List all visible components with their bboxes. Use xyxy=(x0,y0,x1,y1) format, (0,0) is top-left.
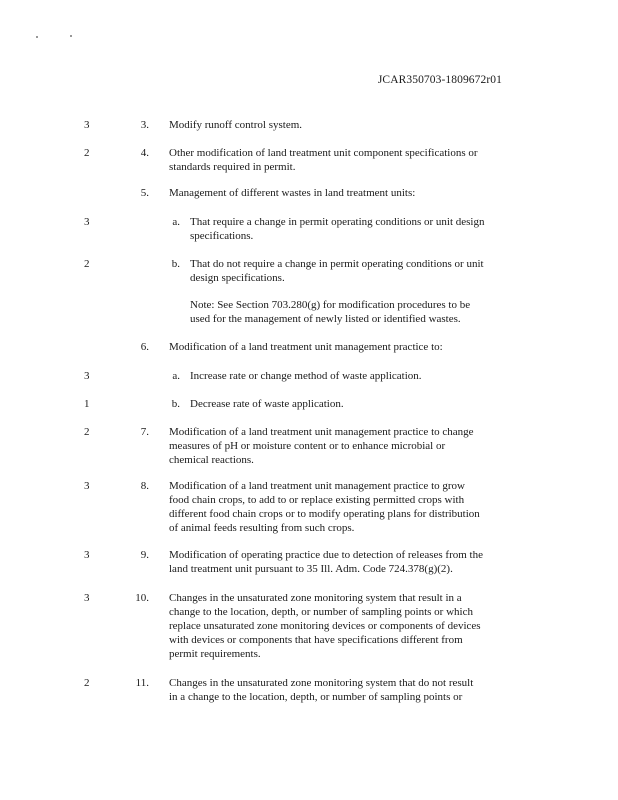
text-line: Changes in the unsaturated zone monitoring system that result in a xyxy=(169,592,462,604)
item-text xyxy=(169,186,415,200)
item-text xyxy=(190,215,484,243)
text-line: Note: See Section 703.280(g) for modification procedures to be xyxy=(190,299,471,311)
note-text xyxy=(190,298,470,326)
item-text xyxy=(169,146,478,174)
class-number: 2 xyxy=(84,147,90,159)
item-number: 4. xyxy=(140,147,149,159)
text-line: change to the location, depth, or number of sampling points or which xyxy=(169,606,473,618)
text-line: That do not require a change in permit operating conditions or unit xyxy=(190,258,484,270)
class-number: 3 xyxy=(84,119,90,131)
item-text xyxy=(169,548,483,576)
text-line: Other modification of land treatment unit component specifications or xyxy=(169,147,478,159)
text-line: Modify runoff control system. xyxy=(169,119,303,131)
item-text xyxy=(190,369,422,383)
text-line: different food chain crops or to modify operating plans for distribution xyxy=(169,508,480,520)
text-line: with devices or components that have specifications different from xyxy=(169,634,463,646)
item-number: 3. xyxy=(140,119,149,131)
item-number: 8. xyxy=(140,480,149,492)
text-line: Modification of operating practice due to detection of releases from the xyxy=(169,549,483,561)
item-text xyxy=(169,591,481,661)
text-line: Modification of a land treatment unit management practice to: xyxy=(169,341,443,353)
item-number: 10. xyxy=(135,592,149,604)
text-line: Changes in the unsaturated zone monitoring system that do not result xyxy=(169,677,474,689)
scan-speck xyxy=(70,35,72,37)
item-text xyxy=(190,397,344,411)
item-number: 11. xyxy=(135,677,149,689)
text-line: chemical reactions. xyxy=(169,454,254,466)
class-number: 2 xyxy=(84,426,90,438)
text-line: land treatment unit pursuant to 35 Ill. Adm. Code 724.378(g)(2). xyxy=(169,563,453,575)
text-line: Modification of a land treatment unit management practice to change xyxy=(169,426,474,438)
class-number: 3 xyxy=(84,592,90,604)
class-number: 3 xyxy=(84,370,90,382)
text-line: That require a change in permit operating conditions or unit design xyxy=(190,216,485,228)
text-line: in a change to the location, depth, or number of sampling points or xyxy=(169,691,463,703)
class-number: 3 xyxy=(84,549,90,561)
item-text xyxy=(169,676,473,704)
document-id: JCAR350703-1809672r01 xyxy=(377,74,502,86)
item-text xyxy=(169,479,480,535)
item-number: b. xyxy=(171,398,180,410)
class-number: 1 xyxy=(84,398,90,410)
text-line: Management of different wastes in land treatment units: xyxy=(169,187,416,199)
item-text xyxy=(169,425,474,467)
item-number: a. xyxy=(172,370,180,382)
item-text xyxy=(169,340,443,354)
text-line: Increase rate or change method of waste application. xyxy=(190,370,422,382)
item-number: 7. xyxy=(140,426,149,438)
text-line: food chain crops, to add to or replace existing permitted crops with xyxy=(169,494,465,506)
item-number: 5. xyxy=(140,187,149,199)
item-text xyxy=(169,118,302,132)
text-line: permit requirements. xyxy=(169,648,261,660)
class-number: 2 xyxy=(84,677,90,689)
item-number: b. xyxy=(171,258,180,270)
item-text xyxy=(190,257,484,285)
text-line: used for the management of newly listed or identified wastes. xyxy=(190,313,461,325)
item-number: 9. xyxy=(140,549,149,561)
class-number: 3 xyxy=(84,480,90,492)
text-line: of animal feeds resulting from such crops. xyxy=(169,522,355,534)
text-line: design specifications. xyxy=(190,272,285,284)
item-number: a. xyxy=(172,216,180,228)
text-line: specifications. xyxy=(190,230,254,242)
text-line: replace unsaturated zone monitoring devices or components of devices xyxy=(169,620,481,632)
text-line: measures of pH or moisture content or to enhance microbial or xyxy=(169,440,446,452)
scan-speck xyxy=(36,36,38,38)
class-number: 3 xyxy=(84,216,90,228)
class-number: 2 xyxy=(84,258,90,270)
text-line: Modification of a land treatment unit management practice to grow xyxy=(169,480,465,492)
text-line: standards required in permit. xyxy=(169,161,296,173)
item-number: 6. xyxy=(140,341,149,353)
text-line: Decrease rate of waste application. xyxy=(190,398,344,410)
